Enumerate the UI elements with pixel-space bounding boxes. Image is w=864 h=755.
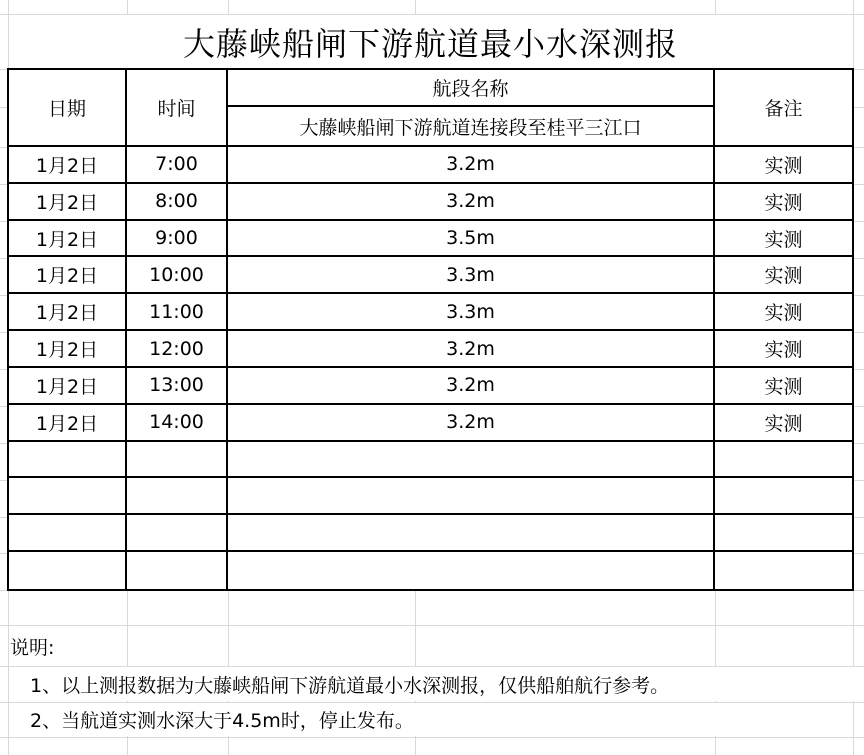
depth-cell[interactable]: 3.2m xyxy=(228,331,715,368)
notes-label: 说明: xyxy=(10,636,55,659)
empty-cell[interactable] xyxy=(228,552,715,589)
date-cell[interactable]: 1月2日 xyxy=(9,368,127,405)
time-cell[interactable]: 9:00 xyxy=(127,221,228,258)
remark-cell[interactable]: 实测 xyxy=(715,368,852,405)
empty-cell[interactable] xyxy=(228,515,715,552)
time-cell[interactable]: 7:00 xyxy=(127,147,228,184)
header-segment-route-cell[interactable]: 大藤峡船闸下游航道连接段至桂平三江口 xyxy=(228,107,715,147)
empty-cell[interactable] xyxy=(715,478,852,515)
empty-cell[interactable] xyxy=(715,552,852,589)
header-time-cell[interactable]: 时间 xyxy=(127,70,228,147)
empty-cell[interactable] xyxy=(127,478,228,515)
time-cell[interactable]: 11:00 xyxy=(127,294,228,331)
empty-cell[interactable] xyxy=(715,442,852,479)
empty-cell[interactable] xyxy=(9,552,127,589)
date-cell[interactable]: 1月2日 xyxy=(9,221,127,258)
notes-label-cell[interactable] xyxy=(10,626,120,666)
time-cell[interactable]: 8:00 xyxy=(127,184,228,221)
date-cell[interactable]: 1月2日 xyxy=(9,405,127,442)
remark-cell[interactable]: 实测 xyxy=(715,294,852,331)
empty-cell[interactable] xyxy=(127,515,228,552)
empty-cell[interactable] xyxy=(715,515,852,552)
empty-cell[interactable] xyxy=(9,478,127,515)
date-cell[interactable]: 1月2日 xyxy=(9,257,127,294)
empty-cell[interactable] xyxy=(228,442,715,479)
empty-cell[interactable] xyxy=(9,442,127,479)
depth-cell[interactable]: 3.3m xyxy=(228,294,715,331)
remark-cell[interactable]: 实测 xyxy=(715,221,852,258)
depth-cell[interactable]: 3.5m xyxy=(228,221,715,258)
date-cell[interactable]: 1月2日 xyxy=(9,331,127,368)
note-item-1: 1、以上测报数据为大藤峡船闸下游航道最小水深测报，仅供船舶航行参考。 xyxy=(30,674,670,697)
time-cell[interactable]: 14:00 xyxy=(127,405,228,442)
gridline xyxy=(0,737,864,738)
date-cell[interactable]: 1月2日 xyxy=(9,147,127,184)
empty-cell[interactable] xyxy=(127,552,228,589)
date-cell[interactable]: 1月2日 xyxy=(9,294,127,331)
empty-cell[interactable] xyxy=(9,515,127,552)
remark-cell[interactable]: 实测 xyxy=(715,331,852,368)
empty-cell[interactable] xyxy=(228,478,715,515)
report-table xyxy=(7,68,854,591)
empty-cell[interactable] xyxy=(127,442,228,479)
gridline xyxy=(0,625,864,626)
date-cell[interactable]: 1月2日 xyxy=(9,184,127,221)
depth-cell[interactable]: 3.2m xyxy=(228,184,715,221)
depth-cell[interactable]: 3.2m xyxy=(228,405,715,442)
header-remark-cell[interactable]: 备注 xyxy=(715,70,852,147)
header-segment-cell[interactable]: 航段名称 xyxy=(228,70,715,107)
time-cell[interactable]: 13:00 xyxy=(127,368,228,405)
note-item-2-cell[interactable] xyxy=(9,703,735,736)
report-title-cell[interactable] xyxy=(9,15,852,68)
note-item-2: 2、当航道实测水深大于4.5m时，停止发布。 xyxy=(30,710,414,732)
remark-cell[interactable]: 实测 xyxy=(715,147,852,184)
remark-cell[interactable]: 实测 xyxy=(715,184,852,221)
time-cell[interactable]: 10:00 xyxy=(127,257,228,294)
depth-cell[interactable]: 3.2m xyxy=(228,368,715,405)
note-item-1-cell[interactable] xyxy=(9,667,864,701)
header-date-cell[interactable]: 日期 xyxy=(9,70,127,147)
time-cell[interactable]: 12:00 xyxy=(127,331,228,368)
depth-cell[interactable]: 3.3m xyxy=(228,257,715,294)
depth-cell[interactable]: 3.2m xyxy=(228,147,715,184)
report-title: 大藤峡船闸下游航道最小水深测报 xyxy=(182,24,678,63)
remark-cell[interactable]: 实测 xyxy=(715,405,852,442)
remark-cell[interactable]: 实测 xyxy=(715,257,852,294)
